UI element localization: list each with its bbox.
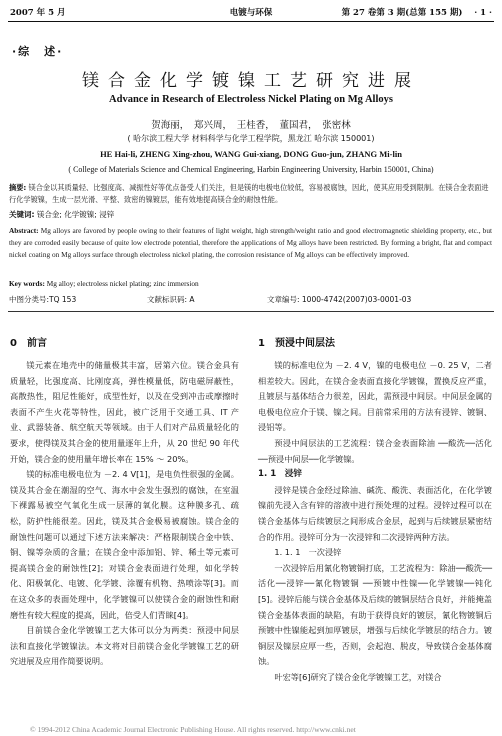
copyright-footer: © 1994-2012 China Academic Journal Electronic Publishing House. All rights reserved. http://www.cnki.net [30,725,356,734]
abstract-english-label: Abstract: [9,226,39,235]
abstract-english-text: Mg alloys are favored by people owing to their features of light weight, high strength/weight ratio and good electromagnetic shielding property, etc., but they are corroded easily because of quite low electrode potential, therefore the applications of Mg alloys have been restricted. By forming a bright, flat and compact nickel coating on Mg alloys surface through electroless nickel plating, the corrosion resistance of Mg alloys can be effectively improved. [9,226,493,260]
zinc-paragraph-2: 一次浸锌后用氰化物镀铜打底，工艺流程为：除油──酸洗──活化──浸锌──氰化物镀铜 ──预镀中性镍──化学镀镍──钝化[5]。浸锌后能与镁合金基体及后续的镀铜层结合良好，并能掩盖镁合金基体表面的缺陷，有助于获得良好的镀层，氰化物镀铜后预镀中性镍能起到加厚镀层，增强与后续化学镀层的结合力。镀铜层及镍层应厚一些，否则，会起泡、脱皮，导致镁合金基体腐蚀。 [258,562,492,667]
heading-preimmersion: 1 预浸中间层法 [258,338,335,349]
preimmersion-paragraph-1: 镁的标准电位为 －2. 4 V，镍的电极电位 －0. 25 V，二者相差较大。因此，在镁合金表面直接化学镀镍，置换反应严重，且镀层与基体结合力很差，因此，需预浸中间层。中间层金属的电极电位应介于镁、镍之间。目前常采用的方法有浸锌、镀铜、浸铝等。 [258,360,492,433]
header-date: 2007 年 5 月 [10,8,66,18]
right-column [258,358,492,685]
header-rule [8,21,494,22]
keywords-english-label: Key words: [9,279,45,288]
abstract-divider [8,311,494,312]
zinc-paragraph-1: 浸锌是镁合金经过除油、碱洗、酸洗、表面活化，在化学镀镍前先浸入含有锌的溶液中进行预处理的过程。浸锌过程可以在镁合金基体与后续镀层之间形成合金层，起到与后续镀层紧密结合的作用。浸锌可分为一次浸锌和二次浸锌两种方法。 [258,484,492,542]
affiliation-chinese: ( 哈尔滨工程大学 材料科学与化学工程学院，黑龙江 哈尔滨 150001) [127,134,375,143]
keywords-chinese-label: 关键词: [9,210,35,219]
title-english: Advance in Research of Electroless Nickel Plating on Mg Alloys [109,94,393,105]
abstract-chinese-text: 镁合金以其质量轻、比强度高、减振性好等优点备受人们关注，但是镁的电极电位较低，容易被腐蚀，因此，使其应用受到限制。在镁合金表面进行化学镀镍，生成一层光滑、平整、致密的镍镀层，能有效地提高镁合金的耐蚀性能。 [9,183,489,204]
title-chinese: 镁合金化学镀镍工艺研究进展 [82,71,420,91]
header-page: · 1 · [474,8,492,18]
zinc-paragraph-3: 叶宏等[6]研究了镁合金化学镀镍工艺，对镁合 [274,671,442,682]
intro-paragraph-1: 镁元素在地壳中的储量极其丰富，居第六位。镁合金具有质量轻，比强度高、比刚度高，弹性模量低，防电磁屏蔽性，高散热性，阻尼性能好，成型性好，以及在受到冲击或摩擦时表面不产生火花等特性，因此，被广泛用于交通工具、IT 产业、武器装备、航空航天等领域。由于人们对产品质量轻化的要求，使得镁及其合金的使用量逐年上升，从 20 世纪 90 年代开始，镁合金的使用量年增长率在 15% ～ 20%。 [10,360,239,464]
intro-paragraph-2: 镁的标准电极电位为 －2. 4 V[1]，是电负性很强的金属。镁及其合金在潮湿的空气、海水中会发生强烈的腐蚀，在室温下裸露易被空气氧化生成一层薄的氧化膜。这种膜多孔、疏松，防护性能很差。因此，镁及其合金极易被腐蚀。镁合金的耐蚀性问题可以通过下述方法来解决：严格限制镁合金中铁、铜、镍等杂质的含量；在镁合金中添加铝、锌、稀土等元素可提高镁合金的耐蚀性[2]；对镁合金表面进行处理，如化学转化、阳极氧化、电镀、化学镀、涂覆有机物、热喷涂等[3]。而在这众多的表面处理中，化学镀镍可以使镁合金的耐蚀性和耐磨性有较大程度的提高，因此，倍受人们青睐[4]。 [10,469,239,620]
article-number: 文章编号: 1000-4742(2007)03-0001-03 [267,295,412,304]
document-code: 文献标识码: A [147,295,195,304]
authors-chinese: 贺海丽， 郑兴周， 王桂香， 董国君， 张密林 [151,120,351,131]
header-journal: 电镀与环保 [229,8,273,18]
authors-english: HE Hai-li, ZHENG Xing-zhou, WANG Gui-xiang, DONG Guo-jun, ZHANG Mi-lin [100,149,402,159]
keywords-chinese-text: 镁合金; 化学镀镍; 浸锌 [36,210,115,219]
intro-paragraph-3: 目前镁合金化学镀镍工艺大体可以分为两类：预浸中间层法和直接化学镀镍法。本文将对目前镁合金化学镀镍工艺的研究进展及应用作简要说明。 [10,625,239,667]
affiliation-english: ( College of Materials Science and Chemical Engineering, Harbin Engineering University, Harbin 150001, China) [68,165,434,174]
left-column [10,358,239,670]
header-issue: 第 27 卷第 3 期(总第 155 期) [341,8,463,18]
subheading-zinc-immersion: 1. 1 浸锌 [258,469,302,480]
section-tag: ·综 述· [12,45,64,58]
header-issue-page [342,6,492,18]
heading-introduction: 0 前言 [10,338,47,349]
clc-number: 中图分类号:TQ 153 [9,295,77,304]
preimmersion-paragraph-2: 预浸中间层法的工艺流程：镁合金表面除油 ──酸洗──活化──预浸中间层──化学镀镍。 [258,437,492,464]
abstract-chinese [9,182,492,206]
keywords-chinese [9,209,114,220]
keywords-english-text: Mg alloy; electroless nickel plating; zinc immersion [46,279,199,288]
keywords-english [9,279,199,288]
subheading-single-zinc: 1. 1. 1 一次浸锌 [274,547,342,558]
running-header [10,6,492,20]
abstract-chinese-label: 摘要: [9,183,27,192]
abstract-english [9,225,492,262]
